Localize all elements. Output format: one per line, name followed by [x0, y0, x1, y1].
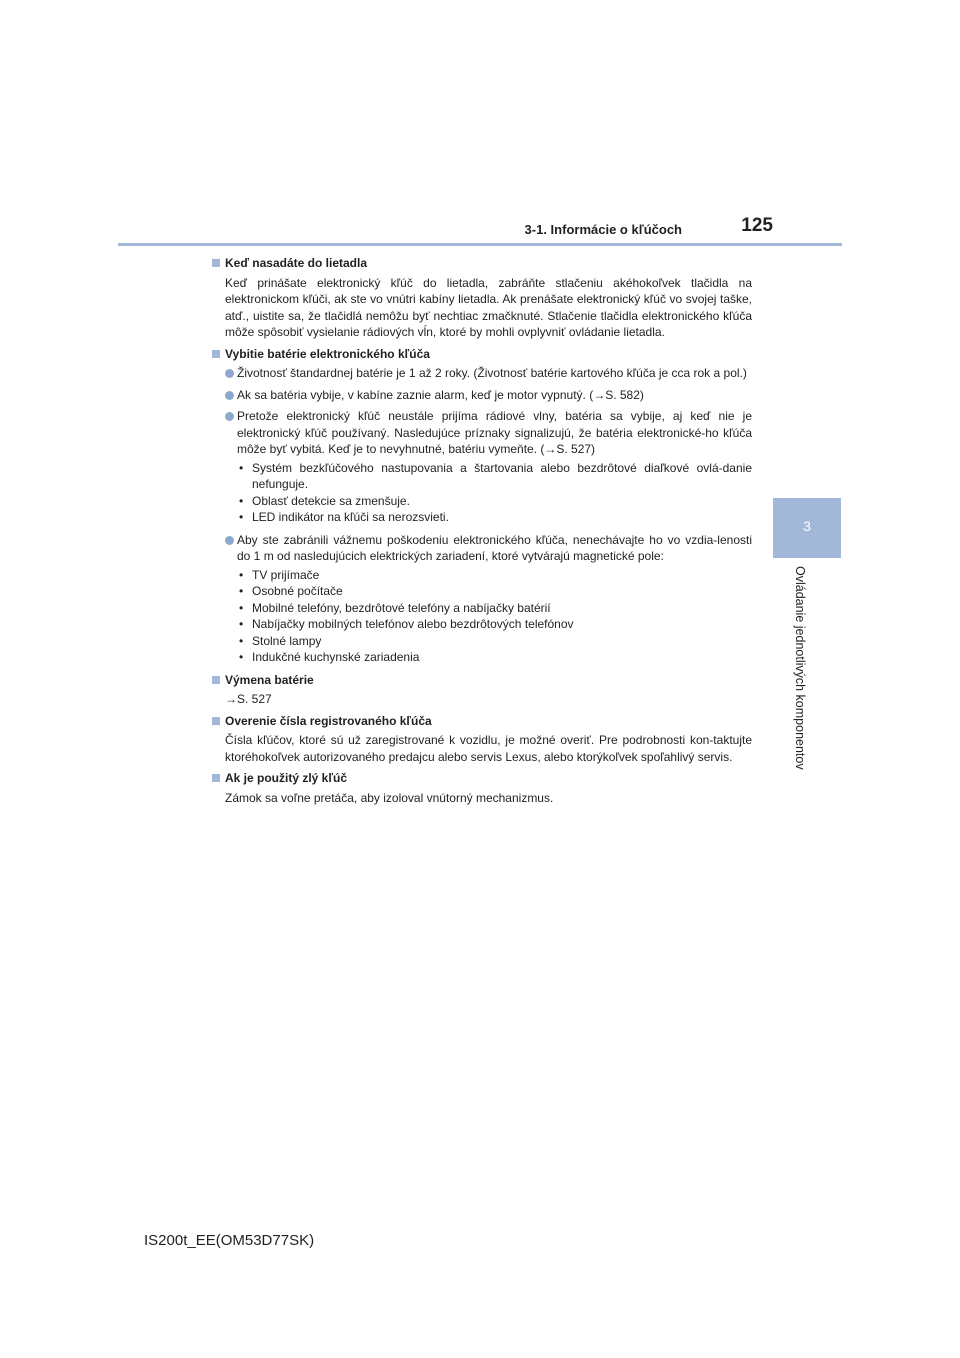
section-battery-replacement — [212, 672, 752, 708]
section-paragraph: Čísla kľúčov, ktoré sú už zaregistrované k vozidlu, je možné overiť. Pre podrobnosti kon-taktujte ktoréhokoľvek autorizovaného predajcu alebo servis Lexus, alebo ktorýkoľvek spoľahlivý servis. — [225, 733, 752, 764]
list-item-text: Osobné počítače — [252, 584, 343, 598]
list-item-text: LED indikátor na kľúči sa nerozsvieti. — [252, 510, 449, 524]
dot-bullet-icon: • — [239, 600, 244, 615]
dot-bullet-icon: • — [239, 633, 244, 648]
bullet-text: Pretože elektronický kľúč neustále prijíma rádiové vlny, batéria sa vybije, aj keď nie je elektronický kľúč používaný. Nasledujúce príznaky signalizujú, že batéria elektronické-ho kľúča môže byť vybitá. Keď je to nevyhnutné, batériu vymeňte. (→S. 527) — [237, 409, 752, 456]
section-heading — [212, 672, 752, 689]
heading-text: Keď nasadáte do lietadla — [225, 256, 368, 270]
bullet-text: Ak sa batéria vybije, v kabíne zaznie alarm, keď je motor vypnutý. (→S. 582) — [237, 387, 644, 402]
circle-bullet-icon — [225, 536, 234, 545]
circle-bullet-icon — [225, 369, 234, 378]
list-item — [212, 509, 752, 526]
dot-bullet-icon: • — [239, 567, 244, 582]
list-item — [212, 493, 752, 510]
chapter-number: 3 — [803, 518, 811, 534]
list-item — [212, 649, 752, 666]
section-heading — [212, 255, 752, 272]
heading-text: Overenie čísla registrovaného kľúča — [225, 713, 432, 728]
bullet-text: Životnosť štandardnej batérie je 1 až 2 roky. (Životnosť batérie kartového kľúča je cca rok a pol.) — [237, 366, 747, 380]
list-item — [212, 600, 752, 617]
page-number: 125 — [741, 215, 773, 236]
square-bullet-icon — [212, 259, 220, 267]
square-bullet-icon — [212, 350, 220, 358]
list-item-text: Oblasť detekcie sa zmenšuje. — [252, 493, 410, 508]
section-heading — [212, 346, 752, 363]
bullet-item — [212, 532, 752, 565]
square-bullet-icon — [212, 717, 220, 725]
list-item — [212, 583, 752, 600]
circle-bullet-icon — [225, 391, 234, 400]
document-code: IS200t_EE(OM53D77SK) — [144, 1232, 315, 1249]
chapter-tab — [773, 498, 841, 558]
dot-bullet-icon: • — [239, 510, 244, 524]
bullet-item — [212, 365, 752, 382]
section-heading — [212, 770, 752, 787]
section-heading — [212, 713, 752, 730]
dot-bullet-icon: • — [239, 460, 244, 475]
section-battery-depletion — [212, 346, 752, 666]
page-reference: →S. 527 — [225, 692, 272, 706]
section-paragraph: Zámok sa voľne pretáča, aby izoloval vnútorný mechanizmus. — [225, 790, 554, 805]
section-key-number-check — [212, 713, 752, 766]
bullet-item — [212, 408, 752, 458]
dot-bullet-icon: • — [239, 584, 244, 598]
header-divider — [118, 243, 842, 246]
list-item-text: Stolné lampy — [252, 633, 322, 648]
section-wrong-key — [212, 770, 752, 806]
device-list — [212, 567, 752, 666]
list-item — [212, 460, 752, 493]
list-item-text: TV prijímače — [252, 567, 320, 582]
dot-bullet-icon: • — [239, 650, 244, 664]
square-bullet-icon — [212, 676, 220, 684]
heading-text: Vybitie batérie elektronického kľúča — [225, 346, 430, 361]
list-item-text: Indukčné kuchynské zariadenia — [252, 650, 420, 664]
chapter-label: Ovládanie jednotlivých komponentov — [793, 566, 807, 770]
page-content — [212, 255, 752, 811]
circle-bullet-icon — [225, 412, 234, 421]
dot-bullet-icon: • — [239, 493, 244, 508]
list-item — [212, 567, 752, 584]
bullet-item — [212, 387, 752, 404]
dot-bullet-icon: • — [239, 617, 244, 631]
list-item-text: Nabíjačky mobilných telefónov alebo bezdrôtových telefónov — [252, 617, 574, 631]
bullet-text: Aby ste zabránili vážnemu poškodeniu elektronického kľúča, nenechávajte ho vo vzdia-lenosti do 1 m od nasledujúcich elektrických zariadení, ktoré vytvárajú magnetické pole: — [237, 532, 752, 563]
heading-text: Ak je použitý zlý kľúč — [225, 771, 347, 785]
list-item-text: Mobilné telefóny, bezdrôtové telefóny a nabíjačky batérií — [252, 600, 551, 615]
section-airplane — [212, 255, 752, 341]
symptom-list — [212, 460, 752, 526]
section-title: 3-1. Informácie o kľúčoch — [524, 222, 682, 237]
list-item — [212, 616, 752, 633]
list-item-text: Systém bezkľúčového nastupovania a štartovania alebo bezdrôtové diaľkové ovlá-danie nefunguje. — [252, 460, 752, 491]
heading-text: Výmena batérie — [225, 672, 314, 687]
list-item — [212, 633, 752, 650]
square-bullet-icon — [212, 774, 220, 782]
section-paragraph: Keď prinášate elektronický kľúč do lietadla, zabráňte stlačeniu akéhokoľvek tlačidla na elektronickom kľúči, ak ste vo vnútri kabíny lietadla. Ak prenášate elektronický kľúč vo svojej taške, atď., uistite sa, že tlačidlá nemôžu byť nechtiac zmačknuté. Stlačenie tlačidla elektronického kľúča môže spôsobiť vysielanie rádiových vĺn, ktoré by mohli ovplyvniť ovládanie lietadla. — [225, 275, 752, 339]
